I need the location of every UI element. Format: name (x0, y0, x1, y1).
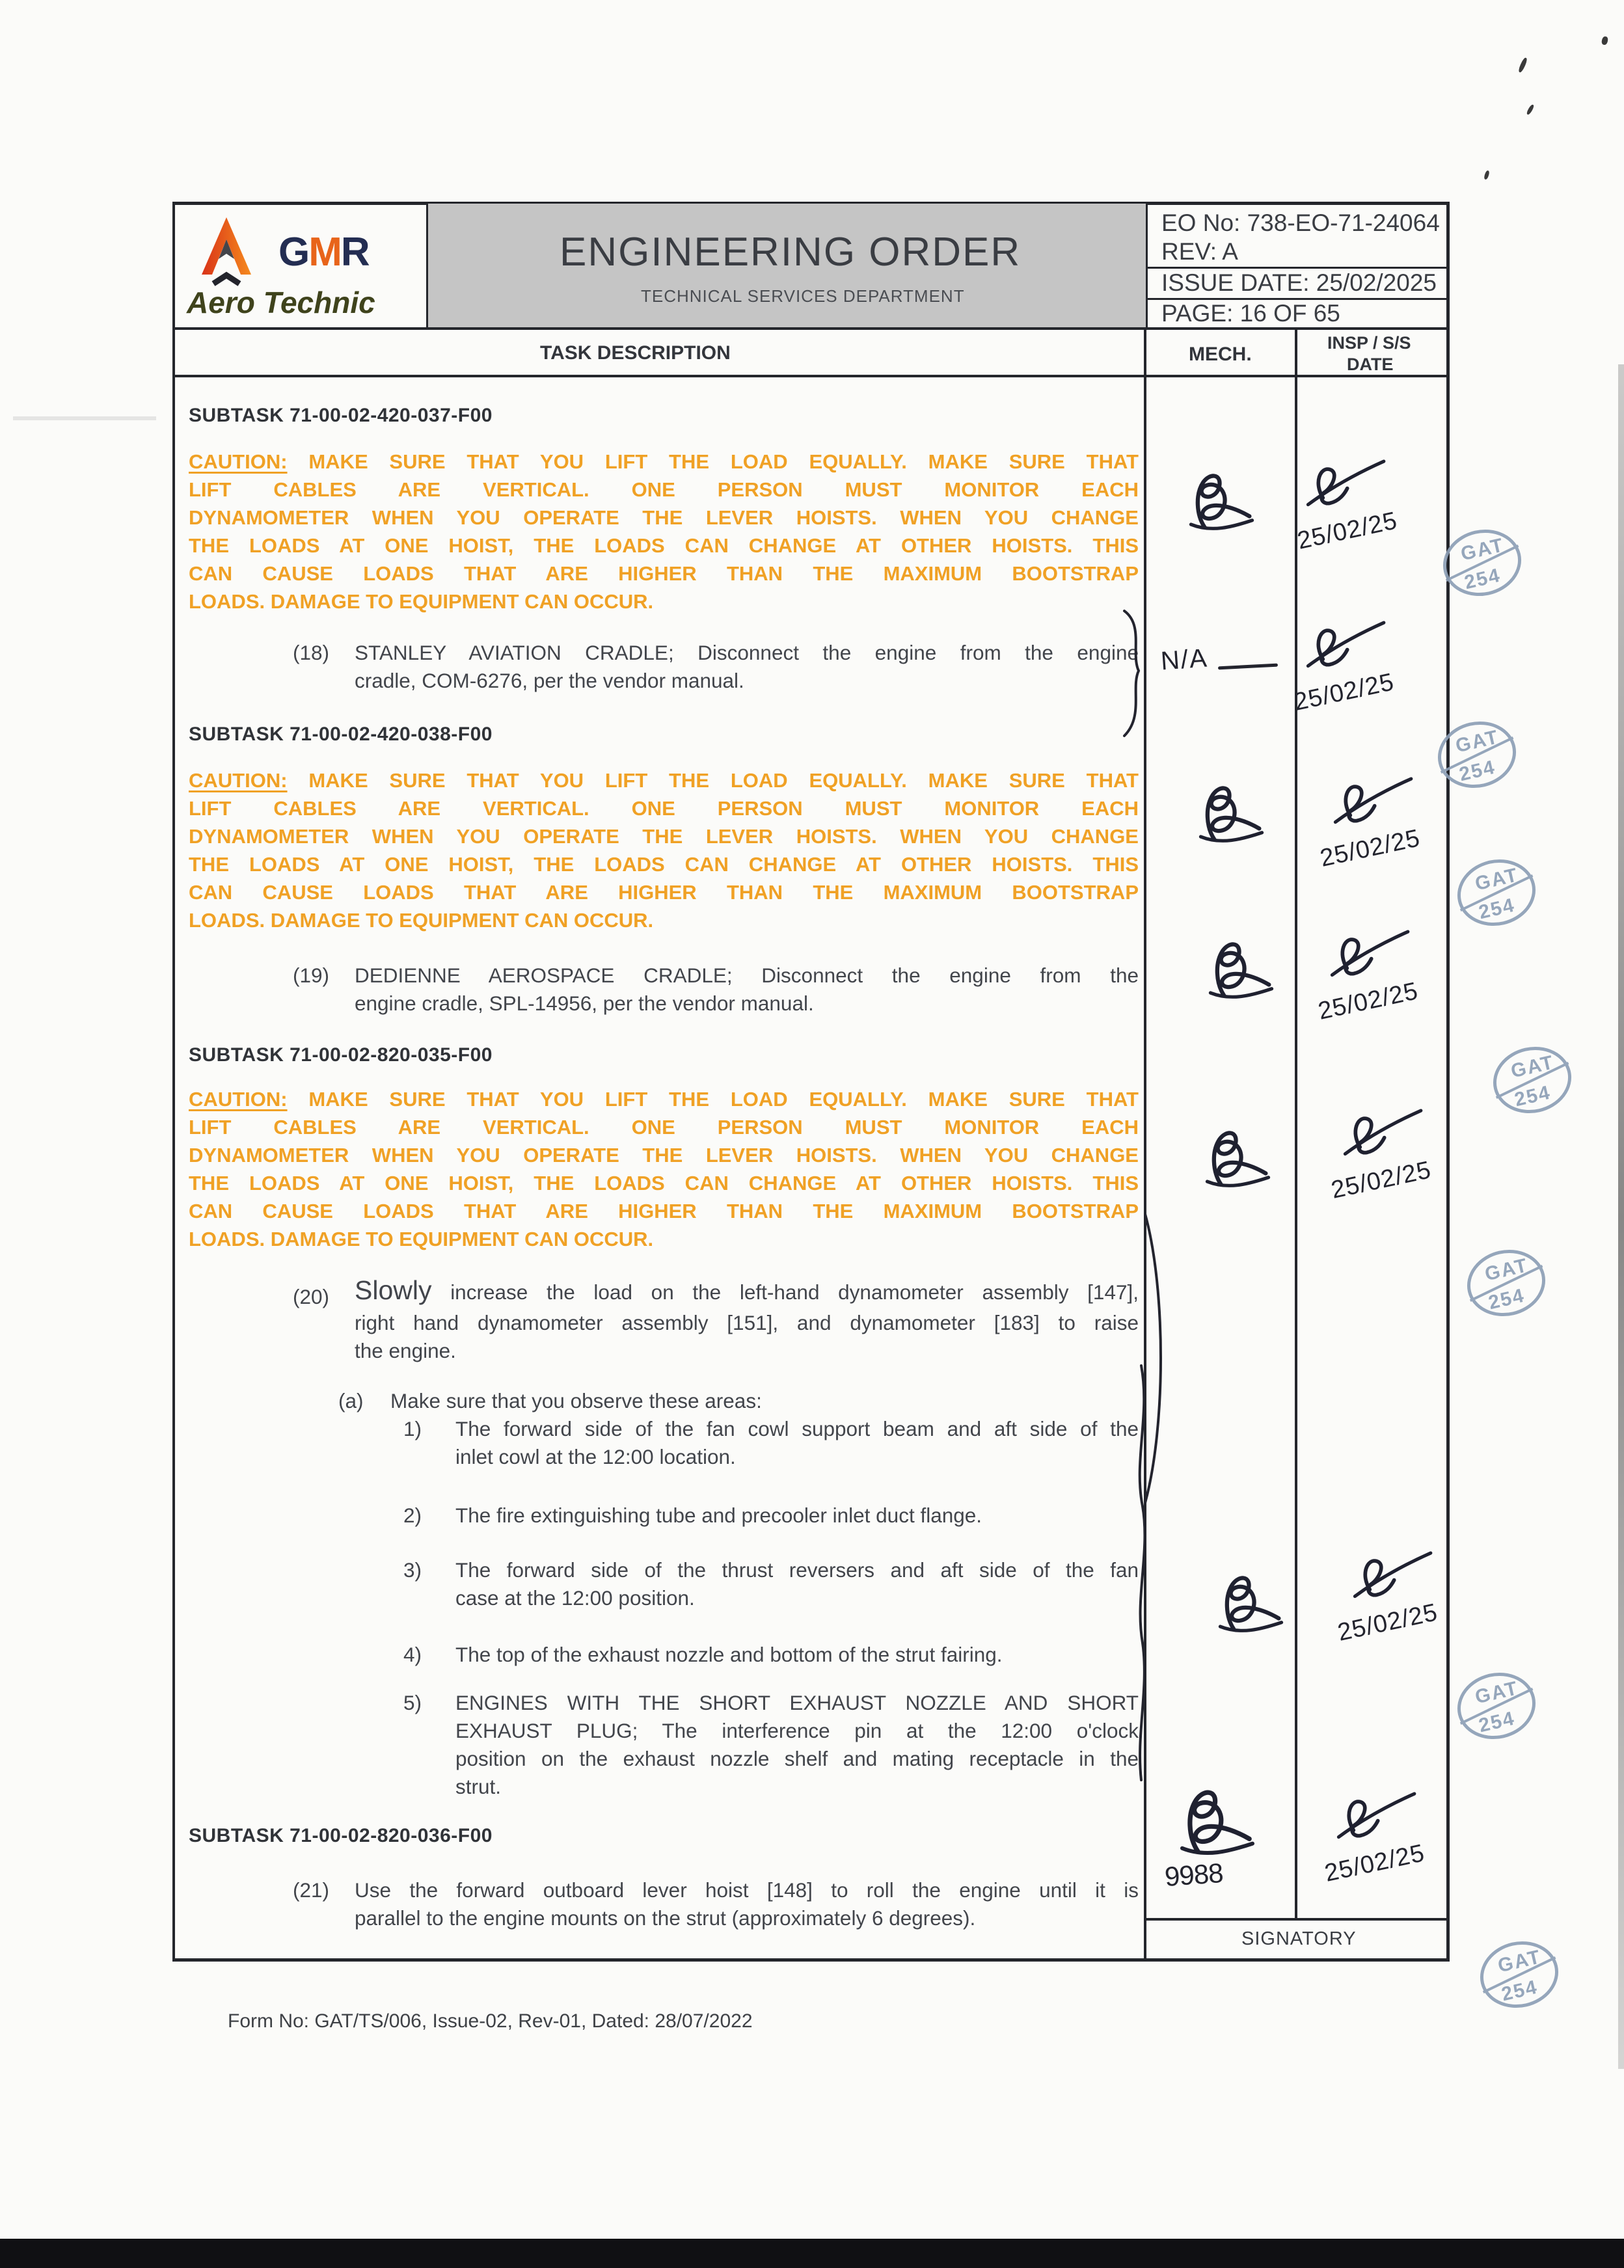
item21-line1: Use the forward outboard lever hoist [148] to roll the engine until it is (355, 1878, 1139, 1902)
eo-page: PAGE: 16 OF 65 (1161, 300, 1340, 327)
sub1-line1: The forward side of the fan cowl support beam and aft side of the (455, 1417, 1139, 1440)
item18-number: (18) (293, 641, 330, 664)
column-insp-line2: DATE (1347, 355, 1394, 374)
item20-line3: the engine. (355, 1339, 456, 1362)
insp-date-row3: 25/02/25 (1316, 977, 1421, 1025)
subtask-820-036: SUBTASK 71-00-02-820-036-F00 (189, 1825, 493, 1846)
sub3-number: 3) (403, 1558, 422, 1582)
stamp-text-gat: GAT (1473, 864, 1521, 895)
caution-line1-rest: MAKE SURE THAT YOU LIFT THE LOAD EQUALLY. MAKE SURE THAT (308, 769, 1139, 792)
item19-number: (19) (293, 964, 330, 987)
caution1-line6: LOADS. DAMAGE TO EQUIPMENT CAN OCCUR. (189, 590, 654, 613)
scan-speck (1517, 57, 1528, 74)
caution2-line4: THE LOADS AT ONE HOIST, THE LOADS CAN CHANGE AT OTHER HOISTS. THIS (189, 853, 1139, 876)
sub1-line2: inlet cowl at the 12:00 location. (455, 1445, 736, 1468)
scan-smudge (13, 416, 156, 420)
stamp-text-254: 254 (1512, 1081, 1553, 1111)
header-band-bottom (172, 327, 1449, 330)
signatory-label: SIGNATORY (1241, 1928, 1357, 1949)
caution3-line6: LOADS. DAMAGE TO EQUIPMENT CAN OCCUR. (189, 1228, 654, 1250)
caution2-line1 (189, 766, 1139, 794)
caution3-line4: THE LOADS AT ONE HOIST, THE LOADS CAN CHANGE AT OTHER HOISTS. THIS (189, 1172, 1139, 1195)
mech-signature-row2 (1194, 779, 1269, 848)
form-number-footer: Form No: GAT/TS/006, Issue-02, Rev-01, Dated: 28/07/2022 (228, 2010, 753, 2032)
scan-bottom-bar (0, 2239, 1624, 2268)
sub5-line3: position on the exhaust nozzle shelf and mating receptacle in the (455, 1747, 1139, 1770)
stamp-text-254: 254 (1476, 1707, 1517, 1737)
eo-issue-date: ISSUE DATE: 25/02/2025 (1161, 269, 1437, 296)
stamp-text-gat: GAT (1483, 1254, 1530, 1286)
scan-speck (1526, 104, 1535, 116)
document-subtitle: TECHNICAL SERVICES DEPARTMENT (641, 286, 965, 306)
document-title: ENGINEERING ORDER (560, 230, 1022, 275)
stamp-text-gat: GAT (1459, 534, 1506, 565)
logo-company-name: Aero Technic (187, 286, 375, 319)
stamp-text-254: 254 (1462, 564, 1503, 594)
eo-cell-divider (1146, 202, 1148, 329)
caution-label: CAUTION: (189, 450, 288, 473)
table-border-bottom (172, 1958, 1449, 1962)
caution2-line6: LOADS. DAMAGE TO EQUIPMENT CAN OCCUR. (189, 909, 654, 932)
subtask-420-038: SUBTASK 71-00-02-420-038-F00 (189, 723, 493, 745)
mech-signature-row4 (1200, 1124, 1275, 1193)
caution1-line2: LIFT CABLES ARE VERTICAL. ONE PERSON MUST MONITOR EACH (189, 478, 1139, 501)
stamp-text-254: 254 (1499, 1976, 1540, 2006)
caution2-line5: CAN CAUSE LOADS THAT ARE HIGHER THAN THE MAXIMUM BOOTSTRAP (189, 881, 1139, 904)
eo-number: EO No: 738-EO-71-24064 (1161, 209, 1440, 236)
item20-line1-rest: increase the load on the left-hand dynamometer assembly [147], (450, 1280, 1139, 1304)
caution3-line1 (189, 1085, 1139, 1113)
gat-stamp-4 (1490, 1044, 1575, 1116)
gmr-logo-wordmark (278, 229, 369, 275)
sub5-line1: ENGINES WITH THE SHORT EXHAUST NOZZLE AND SHORT (455, 1691, 1139, 1714)
caution-line1-rest: MAKE SURE THAT YOU LIFT THE LOAD EQUALLY. MAKE SURE THAT (308, 1088, 1139, 1111)
item-a-text: Make sure that you observe these areas: (390, 1389, 762, 1412)
logo-letter-g: G (278, 230, 309, 275)
sub4-number: 4) (403, 1643, 422, 1666)
mech-signature-row3 (1204, 936, 1279, 1004)
sub5-line2: EXHAUST PLUG; The interference pin at the 12:00 o'clock (455, 1719, 1139, 1742)
caution1-line4: THE LOADS AT ONE HOIST, THE LOADS CAN CHANGE AT OTHER HOISTS. THIS (189, 534, 1139, 557)
mech-na-row18: N/A (1159, 643, 1210, 676)
subtask-420-037: SUBTASK 71-00-02-420-037-F00 (189, 405, 493, 426)
caution3-line5: CAN CAUSE LOADS THAT ARE HIGHER THAN THE MAXIMUM BOOTSTRAP (189, 1200, 1139, 1222)
item21-number: (21) (293, 1878, 330, 1902)
caution-label: CAUTION: (189, 1088, 288, 1111)
column-task-description: TASK DESCRIPTION (540, 342, 731, 364)
insp-signature-row18 (1300, 617, 1388, 679)
insp-signature-row5 (1347, 1547, 1435, 1609)
stamp-text-254: 254 (1486, 1284, 1527, 1314)
insp-date-row6: 25/02/25 (1322, 1839, 1428, 1887)
table-border-right (1446, 202, 1450, 1962)
stamp-text-254: 254 (1476, 894, 1517, 924)
mech-insp-divider (1295, 329, 1297, 1919)
column-mech: MECH. (1189, 344, 1252, 365)
sub2-number: 2) (403, 1504, 422, 1527)
scan-speck (1601, 36, 1609, 46)
stamp-text-gat: GAT (1454, 726, 1501, 757)
logo-letter-m: M (308, 230, 341, 275)
gat-stamp-3 (1454, 856, 1539, 929)
item21-line2: parallel to the engine mounts on the strut (approximately 6 degrees). (355, 1906, 976, 1930)
gat-stamp-7 (1477, 1938, 1562, 2011)
insp-date-row4: 25/02/25 (1329, 1156, 1434, 1204)
signatory-top-line (1144, 1918, 1449, 1921)
gat-stamp-6 (1454, 1669, 1539, 1742)
eo-subrow-line-1 (1146, 267, 1448, 269)
stamp-text-254: 254 (1457, 756, 1498, 786)
insp-date-row5: 25/02/25 (1335, 1599, 1441, 1647)
mech-na-dash (1218, 664, 1278, 670)
caution1-line1 (189, 448, 1139, 476)
column-insp-line1: INSP / S/S (1327, 333, 1411, 353)
caution-line1-rest: MAKE SURE THAT YOU LIFT THE LOAD EQUALLY. MAKE SURE THAT (308, 450, 1139, 473)
table-border-left (172, 202, 175, 1962)
eo-rev: REV: A (1161, 238, 1238, 265)
insp-signature-row4 (1337, 1105, 1425, 1167)
insp-date-row2: 25/02/25 (1318, 824, 1423, 872)
insp-date-row18: 25/02/25 (1292, 668, 1397, 716)
gat-stamp-5 (1464, 1247, 1549, 1319)
item20-number: (20) (293, 1285, 330, 1308)
insp-signature-row1 (1300, 455, 1388, 517)
item18-line1: STANLEY AVIATION CRADLE; Disconnect the engine from the engine (355, 641, 1139, 664)
ink-wavy-line-sublist (1131, 1363, 1153, 1783)
sub3-line2: case at the 12:00 position. (455, 1586, 695, 1610)
sub5-line4: strut. (455, 1775, 502, 1798)
logo-letter-r: R (340, 230, 369, 275)
gmr-logo-icon (195, 215, 258, 288)
caution2-line2: LIFT CABLES ARE VERTICAL. ONE PERSON MUST MONITOR EACH (189, 797, 1139, 820)
gat-stamp-2 (1435, 718, 1519, 791)
caution3-line2: LIFT CABLES ARE VERTICAL. ONE PERSON MUST MONITOR EACH (189, 1116, 1139, 1139)
insp-signature-row3 (1324, 926, 1412, 988)
stamp-text-gat: GAT (1473, 1677, 1521, 1708)
sub2-line1: The fire extinguishing tube and precooler inlet duct flange. (455, 1504, 982, 1527)
item19-line2: engine cradle, SPL-14956, per the vendor manual. (355, 992, 814, 1015)
gat-stamp-1 (1440, 526, 1524, 599)
item19-line1: DEDIENNE AEROSPACE CRADLE; Disconnect the engine from the (355, 964, 1139, 987)
item20-word-slowly: Slowly (355, 1275, 432, 1305)
sub5-number: 5) (403, 1691, 422, 1714)
caution1-line3: DYNAMOMETER WHEN YOU OPERATE THE LEVER HOISTS. WHEN YOU CHANGE (189, 506, 1139, 529)
scan-edge-shadow (1618, 364, 1624, 2069)
item-a-number: (a) (338, 1389, 364, 1412)
mech-employee-number: 9988 (1163, 1857, 1224, 1893)
caution3-line3: DYNAMOMETER WHEN YOU OPERATE THE LEVER HOISTS. WHEN YOU CHANGE (189, 1144, 1139, 1167)
insp-signature-row2 (1327, 773, 1415, 835)
mech-signature-row1 (1184, 467, 1259, 535)
item18-line2: cradle, COM-6276, per the vendor manual. (355, 669, 744, 692)
caution1-line5: CAN CAUSE LOADS THAT ARE HIGHER THAN THE MAXIMUM BOOTSTRAP (189, 562, 1139, 585)
item20-line2: right hand dynamometer assembly [151], and dynamometer [183] to raise (355, 1311, 1139, 1334)
insp-date-row1: 25/02/25 (1295, 507, 1400, 555)
colheader-bottom (172, 375, 1449, 377)
mech-signature-row5 (1213, 1569, 1288, 1638)
sub1-number: 1) (403, 1417, 422, 1440)
sub4-line1: The top of the exhaust nozzle and bottom of the strut fairing. (455, 1643, 1003, 1666)
ink-brace-item18 (1118, 608, 1149, 738)
logo-cell-divider (426, 202, 428, 329)
sub3-line1: The forward side of the thrust reversers and aft side of the fan (455, 1558, 1139, 1582)
stamp-text-gat: GAT (1509, 1051, 1556, 1083)
mech-signature-row6 (1174, 1783, 1260, 1861)
scan-speck (1483, 170, 1490, 180)
subtask-820-035: SUBTASK 71-00-02-820-035-F00 (189, 1044, 493, 1066)
insp-signature-row6 (1331, 1788, 1418, 1850)
caution-label: CAUTION: (189, 769, 288, 792)
item20-line1 (355, 1276, 1139, 1306)
caution2-line3: DYNAMOMETER WHEN YOU OPERATE THE LEVER HOISTS. WHEN YOU CHANGE (189, 825, 1139, 848)
stamp-text-gat: GAT (1496, 1946, 1543, 1977)
